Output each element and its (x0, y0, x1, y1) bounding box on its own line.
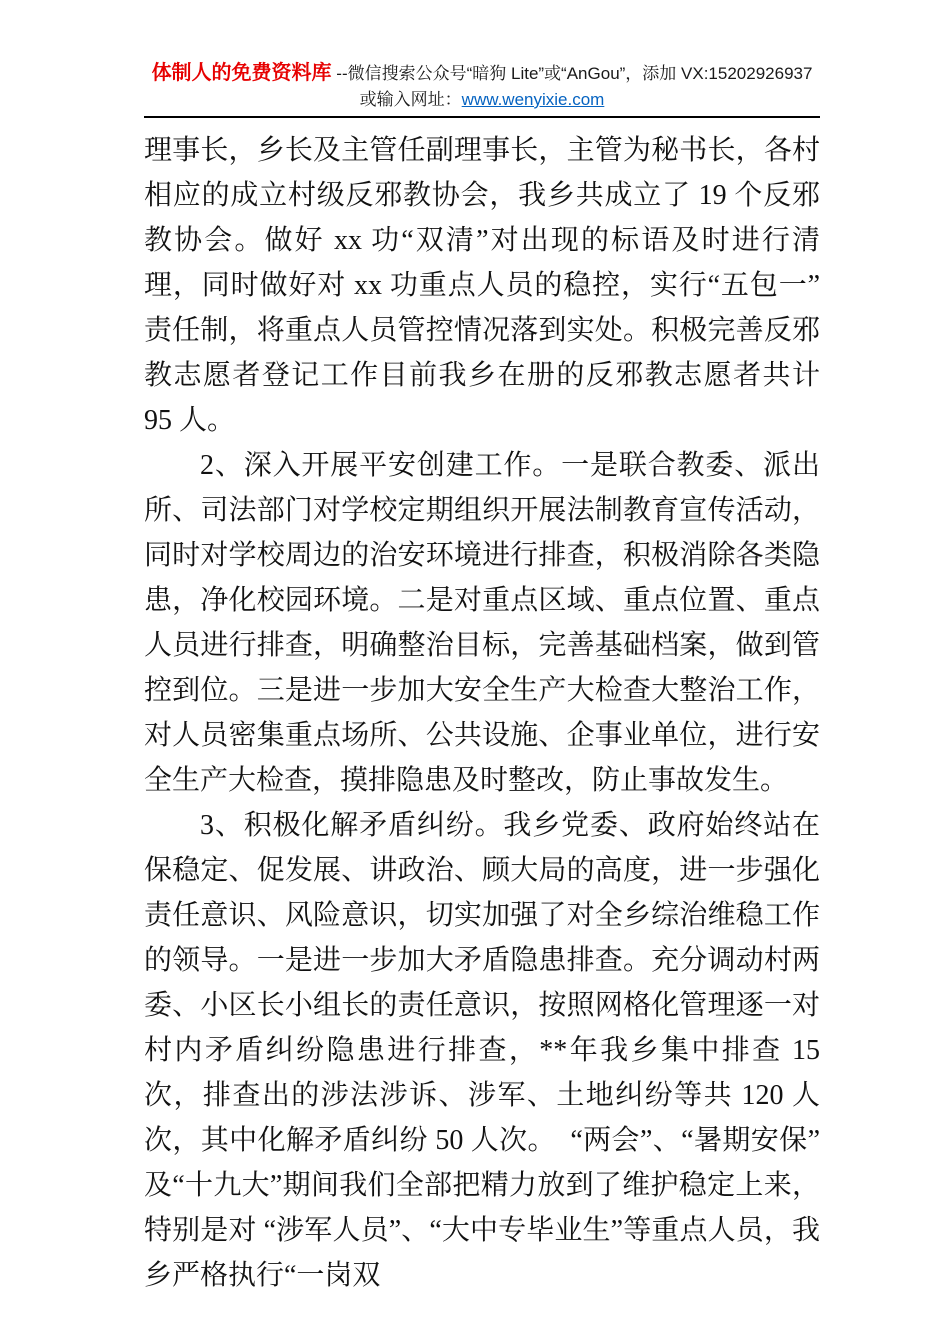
header-url-label: 或输入网址： (359, 90, 462, 109)
site-brand: 体制人的免费资料库 (151, 62, 332, 84)
document-body (144, 128, 820, 1298)
body-paragraph-1: 理事长，乡长及主管任副理事长，主管为秘书长，各村相应的成立村级反邪教协会，我乡共成立了 19 个反邪教协会。做好 xx 功“双清”对出现的标语及时进行清理，同时做好对 xx 功重点人员的稳控，实行“五包一”责任制，将重点人员管控情况落到实处。积极完善反邪教志愿者登记工作目前我乡在册的反邪教志愿者共计 95 人。 (144, 135, 820, 436)
header-promo-line (144, 60, 820, 87)
body-paragraph-3: 3、积极化解矛盾纠纷。我乡党委、政府始终站在保稳定、促发展、讲政治、顾大局的高度，进一步强化责任意识、风险意识，切实加强了对全乡综治维稳工作的领导。一是进一步加大矛盾隐患排查。充分调动村两委、小区长小组长的责任意识，按照网格化管理逐一对村内矛盾纠纷隐患进行排查，**年我乡集中排查 15 次，排查出的涉法涉诉、涉军、土地纠纷等共 120 人次，其中化解矛盾纠纷 50 人次。 “两会”、“暑期安保”及“十九大”期间我们全部把精力放到了维护稳定上来，特别是对 “涉军人员”、“大中专毕业生”等重点人员，我乡严格执行“一岗双 (144, 810, 820, 1291)
header-promo-text: --微信搜索公众号“暗狗 Lite”或“AnGou”，添加 VX:15202926937 (331, 64, 813, 83)
header-divider (144, 116, 820, 118)
header-url-link[interactable]: www.wenyixie.com (461, 90, 605, 109)
header-url-line (144, 87, 820, 113)
body-paragraph-2: 2、深入开展平安创建工作。一是联合教委、派出所、司法部门对学校定期组织开展法制教育宣传活动，同时对学校周边的治安环境进行排查，积极消除各类隐患，净化校园环境。二是对重点区域、重点位置、重点人员进行排查，明确整治目标，完善基础档案，做到管控到位。三是进一步加大安全生产大检查大整治工作，对人员密集重点场所、公共设施、企事业单位，进行安全生产大检查，摸排隐患及时整改，防止事故发生。 (144, 450, 820, 796)
page-header (144, 60, 820, 118)
